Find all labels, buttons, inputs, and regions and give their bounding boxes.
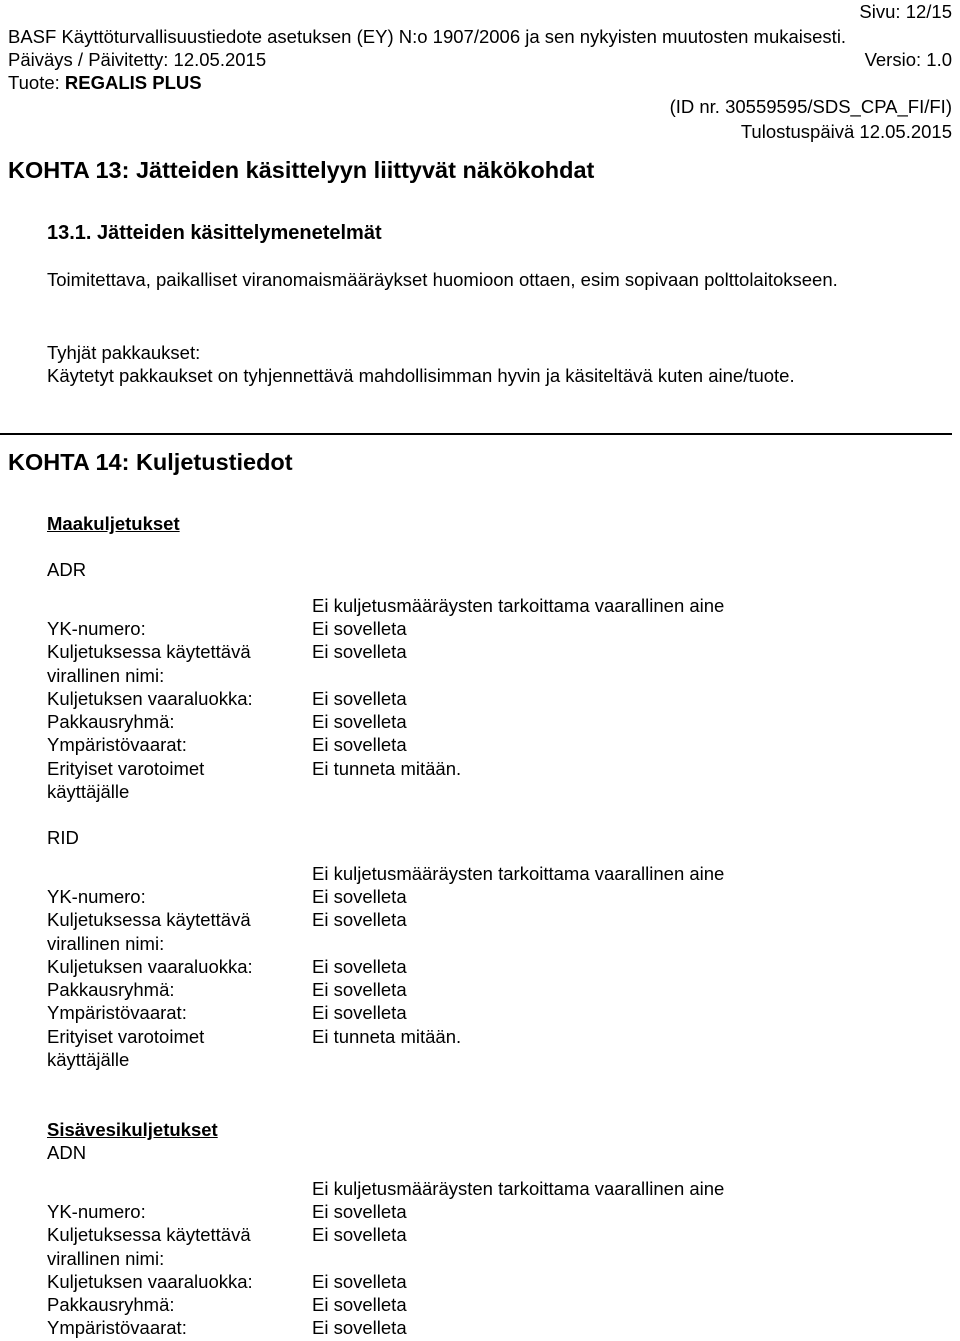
row-label: YK-numero: — [47, 618, 146, 639]
section-13-1-title: 13.1. Jätteiden käsittelymenetelmät — [47, 222, 382, 244]
adr-heading: ADR — [47, 559, 87, 580]
row-value: Ei sovelleta — [312, 1002, 407, 1024]
row-value: Ei sovelleta — [312, 1201, 407, 1222]
empty-packaging-heading: Tyhjät pakkaukset: — [47, 342, 201, 363]
inland-transport-heading: Sisävesikuljetukset — [47, 1119, 218, 1140]
row-value: Ei sovelleta — [312, 1270, 407, 1292]
row-label: YK-numero: — [47, 886, 146, 907]
section-divider — [0, 433, 952, 435]
land-transport-heading: Maakuljetukset — [47, 513, 180, 534]
row-value: Ei sovelleta — [312, 711, 407, 733]
row-label: Kuljetuksessa käytettävä — [47, 1224, 251, 1246]
row-value: Ei sovelleta — [312, 1317, 407, 1339]
row-label: Ympäristövaarat: — [47, 734, 187, 756]
rid-intro: Ei kuljetusmääräysten tarkoittama vaarallinen aine — [312, 863, 725, 884]
row-value: Ei sovelleta — [312, 641, 407, 663]
row-label: virallinen nimi: — [47, 932, 165, 954]
row-label: Erityiset varotoimet — [47, 757, 205, 779]
row-label: virallinen nimi: — [47, 664, 165, 686]
revision-date: Päiväys / Päivitetty: 12.05.2015 — [8, 49, 267, 70]
row-label: Kuljetuksen vaaraluokka: — [47, 955, 253, 977]
row-label: Kuljetuksen vaaraluokka: — [47, 687, 253, 709]
adn-intro: Ei kuljetusmääräysten tarkoittama vaarallinen aine — [312, 1178, 725, 1199]
row-label: käyttäjälle — [47, 781, 130, 803]
page-number: Sivu: 12/15 — [859, 1, 952, 22]
row-label: Kuljetuksen vaaraluokka: — [47, 1270, 253, 1292]
row-value: Ei sovelleta — [312, 687, 407, 709]
row-value: Ei sovelleta — [312, 886, 407, 907]
adr-intro: Ei kuljetusmääräysten tarkoittama vaarallinen aine — [312, 595, 725, 616]
row-label: Pakkausryhmä: — [47, 711, 175, 733]
section-13-title: KOHTA 13: Jätteiden käsittelyyn liittyvät näkökohdat — [8, 157, 595, 183]
empty-packaging-text: Käytetyt pakkaukset on tyhjennettävä mahdollisimman hyvin ja käsiteltävä kuten aine/tuote. — [47, 365, 795, 386]
row-value: Ei sovelleta — [312, 734, 407, 756]
row-label: Kuljetuksessa käytettävä — [47, 641, 251, 663]
row-label: Ympäristövaarat: — [47, 1317, 187, 1339]
row-label: Pakkausryhmä: — [47, 1294, 175, 1316]
row-label: Ympäristövaarat: — [47, 1002, 187, 1024]
row-value: Ei tunneta mitään. — [312, 757, 462, 779]
product-line — [8, 72, 202, 94]
row-label: Pakkausryhmä: — [47, 979, 175, 1001]
row-label: YK-numero: — [47, 1201, 146, 1222]
product-label: Tuote: — [8, 72, 65, 93]
row-value: Ei sovelleta — [312, 1294, 407, 1316]
section-14-title: KOHTA 14: Kuljetustiedot — [8, 449, 293, 475]
row-label: käyttäjälle — [47, 1049, 130, 1071]
row-value: Ei sovelleta — [312, 618, 407, 639]
row-label: virallinen nimi: — [47, 1247, 165, 1269]
regulation-line: BASF Käyttöturvallisuustiedote asetuksen (EY) N:o 1907/2006 ja sen nykyisten muutosten mukaisesti. — [8, 26, 847, 47]
row-value: Ei sovelleta — [312, 979, 407, 1001]
row-value: Ei sovelleta — [312, 909, 407, 931]
version: Versio: 1.0 — [864, 49, 952, 70]
print-date: Tulostuspäivä 12.05.2015 — [740, 121, 952, 142]
disposal-text: Toimitettava, paikalliset viranomaismääräykset huomioon ottaen, esim sopivaan polttolaitokseen. — [47, 269, 838, 290]
row-value: Ei tunneta mitään. — [312, 1025, 462, 1047]
row-value: Ei sovelleta — [312, 1224, 407, 1246]
document-id: (ID nr. 30559595/SDS_CPA_FI/FI) — [669, 96, 952, 117]
row-label: Kuljetuksessa käytettävä — [47, 909, 251, 931]
adn-heading: ADN — [47, 1142, 87, 1163]
row-value: Ei sovelleta — [312, 955, 407, 977]
rid-heading: RID — [47, 827, 79, 848]
product-name: REGALIS PLUS — [64, 72, 202, 93]
row-label: Erityiset varotoimet — [47, 1025, 205, 1047]
